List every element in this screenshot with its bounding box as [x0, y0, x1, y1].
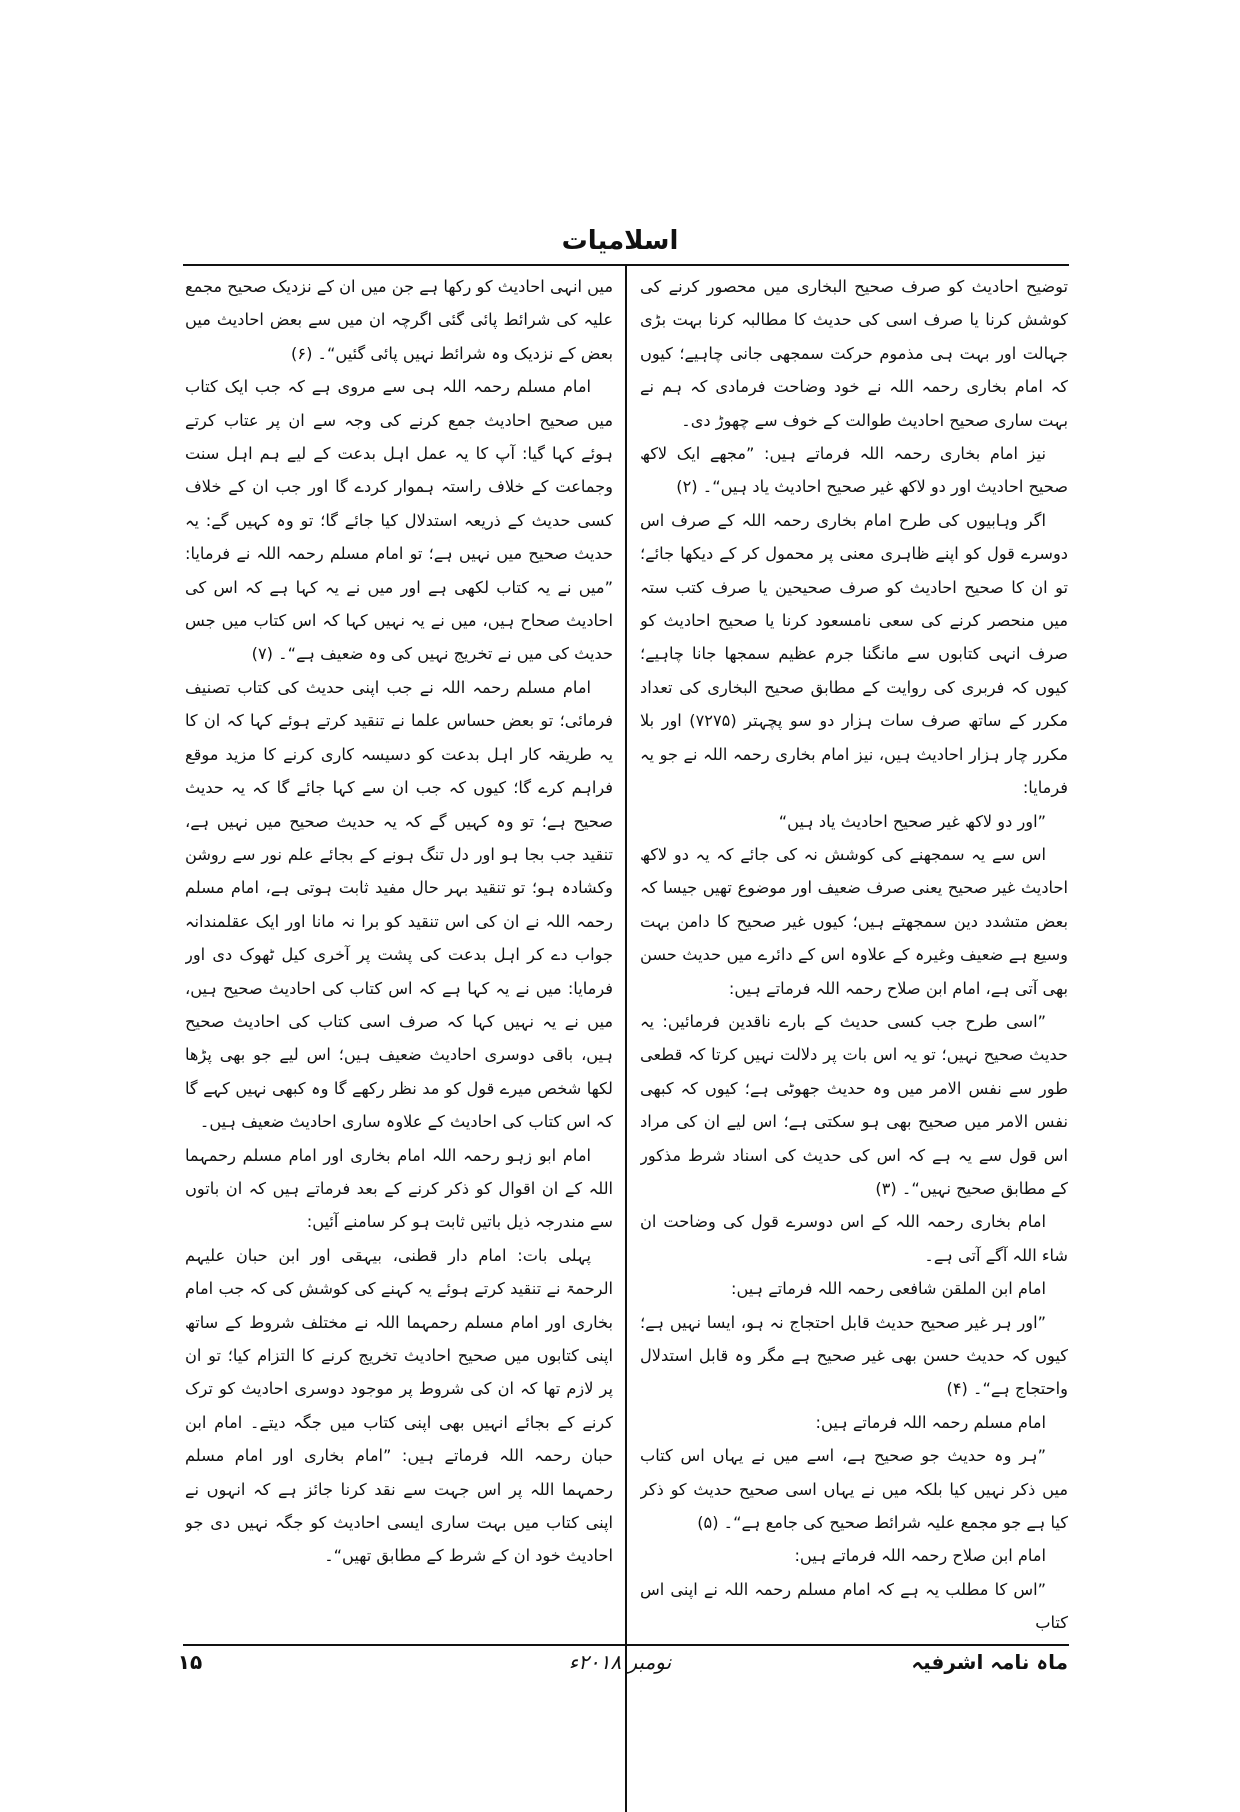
paragraph: اگر وہابیوں کی طرح امام بخاری رحمہ اللہ کے صرف اس دوسرے قول کو اپنے ظاہری معنی پر محمول کر کے دیکھا جائے؛ تو ان کا صحیح احادیث کو صرف صحیحین یا صرف کتب ستہ میں منحصر کرنے کی سعی نامسعود کرنا یا صحیح احادیث کو صرف انہی کتابوں سے مانگنا جرم عظیم سمجھا جانا چاہیے؛ کیوں کہ فربری کی روایت کے مطابق صحیح البخاری کی تعداد مکرر کے ساتھ صرف سات ہزار دو سو پچہتر (۷۲۷۵) اور بلا مکرر چار ہزار احادیث ہیں، نیز امام بخاری رحمہ اللہ نے جو یہ فرمایا: [640, 510, 1068, 798]
section-title: اسلامیات [561, 226, 679, 256]
paragraph: پہلی بات: امام دار قطنی، بیہقی اور ابن حبان علیہم الرحمۃ نے تنقید کرتے ہوئے یہ کہنے کی کوشش کی کہ جب امام بخاری اور امام مسلم رحمہما اللہ نے مختلف شروط کے ساتھ اپنی کتابوں میں صحیح احادیث تخریج کرنے کا التزام کیا؛ تو ان پر لازم تھا کہ ان کی شروط پر موجود دوسری احادیث کو ترک کرنے کے بجائے انہیں بھی اپنی کتاب میں جگہ دیتے۔ امام ابن حبان رحمہ اللہ فرماتے ہیں: ”امام بخاری اور امام مسلم رحمہما اللہ پر اس جہت سے نقد کرنا جائز ہے کہ انہوں نے اپنی کتاب میں بہت ساری ایسی احادیث کو جگہ نہیں دی جو احادیث خود ان کے شرط کے مطابق تھیں“۔ [185, 1245, 613, 1566]
footer-rule [183, 1644, 1069, 1646]
paragraph: اس سے یہ سمجھنے کی کوشش نہ کی جائے کہ یہ دو لاکھ احادیث غیر صحیح یعنی صرف ضعیف اور موضوع تھیں جیسا کہ بعض متشدد دین سمجھتے ہیں؛ کیوں غیر صحیح کا دامن بہت وسیع ہے ضعیف وغیرہ کے علاوہ اس کے دائرے میں حدیث حسن بھی آتی ہے، امام ابن صلاح رحمہ اللہ فرماتے ہیں: [640, 844, 1068, 998]
quote: ”اور دو لاکھ غیر صحیح احادیث یاد ہیں“ [778, 811, 1046, 831]
quote: ”اور ہر غیر صحیح حدیث قابل احتجاج نہ ہو، ایسا نہیں ہے؛ کیوں کہ حدیث حسن بھی غیر صحیح ہے مگر وہ قابل استدلال واحتجاج ہے“۔ (۴) [640, 1312, 1068, 1399]
paragraph: امام مسلم رحمہ اللہ فرماتے ہیں: [815, 1412, 1046, 1432]
magazine-name: ماہ نامہ اشرفیہ [911, 1650, 1068, 1674]
paragraph: امام مسلم رحمہ اللہ ہی سے مروی ہے کہ جب ایک کتاب میں صحیح احادیث جمع کرنے کی وجہ سے ان پر عتاب کرتے ہوئے کہا گیا: آپ کا یہ عمل اہل بدعت کے لیے ہم اہل سنت وجماعت کے خلاف راستہ ہموار کردے گا اور جب ان کے خلاف کسی حدیث کے ذریعہ استدلال کیا جائے گا؛ تو وہ کہیں گے: یہ حدیث صحیح میں نہیں ہے؛ تو امام مسلم رحمہ اللہ نے فرمایا: ”میں نے یہ کتاب لکھی ہے اور میں نے یہ کہا ہے کہ اس کی احادیث صحاح ہیں، میں نے یہ نہیں کہا کہ اس کتاب میں جس حدیث کی میں نے تخریج نہیں کی وہ ضعیف ہے“۔ (۷) [185, 377, 613, 664]
page-number: ۱۵ [177, 1650, 203, 1674]
paragraph: میں انہی احادیث کو رکھا ہے جن میں ان کے نزدیک صحیح مجمع علیہ کی شرائط پائی گئی اگرچہ ان میں سے بعض احادیث میں بعض کے نزدیک وہ شرائط نہیں پائی گئیں“۔ (۶) [185, 277, 613, 363]
column-divider [625, 266, 627, 1812]
paragraph: توضیح احادیث کو صرف صحیح البخاری میں محصور کرنے کی کوشش کرنا یا صرف اسی کی حدیث کا مطالبہ کرنا بہت بڑی جہالت اور بہت ہی مذموم حرکت سمجھی جانی چاہیے؛ کیوں کہ امام بخاری رحمہ اللہ نے خود وضاحت فرمادی کہ ہم نے بہت ساری صحیح احادیث طوالت کے خوف سے چھوڑ دی۔ [640, 277, 1068, 430]
paragraph: امام ابن الملقن شافعی رحمہ اللہ فرماتے ہیں: [730, 1279, 1046, 1299]
quote: ”ہر وہ حدیث جو صحیح ہے، اسے میں نے یہاں اس کتاب میں ذکر نہیں کیا بلکہ میں نے یہاں اسی صحیح حدیث کو ذکر کیا ہے جو مجمع علیہ شرائط صحیح کی جامع ہے“۔ (۵) [640, 1446, 1068, 1533]
paragraph: امام مسلم رحمہ اللہ نے جب اپنی حدیث کی کتاب تصنیف فرمائی؛ تو بعض حساس علما نے تنقید کرتے ہوئے کہا کہ ان کا یہ طریقہ کار اہل بدعت کو دسیسہ کاری کرنے کا مزید موقع فراہم کرے گا؛ کیوں کہ جب ان سے کہا جائے گا کہ یہ حدیث صحیح ہے؛ تو وہ کہیں گے کہ یہ حدیث صحیح میں نہیں ہے، تنقید جب بجا ہو اور دل تنگ ہونے کے بجائے علم نور سے روشن وکشادہ ہو؛ تو تنقید بہر حال مفید ثابت ہوتی ہے، امام مسلم رحمہ اللہ نے ان کی اس تنقید کو برا نہ مانا اور ایک عقلمندانہ جواب دے کر اہل بدعت کی پشت پر آخری کیل ٹھوک دی اور فرمایا: میں نے یہ کہا ہے کہ اس کتاب کی احادیث صحیح ہیں، میں نے یہ نہیں کہا کہ صرف اسی کتاب کی احادیث صحیح ہیں، باقی دوسری احادیث ضعیف ہیں؛ اس لیے جو بھی پڑھا لکھا شخص میرے قول کو مد نظر رکھے گا وہ کبھی نہیں کہے گا کہ اس کتاب کی احادیث کے علاوہ ساری احادیث ضعیف ہیں۔ [185, 677, 613, 1132]
paragraph: نیز امام بخاری رحمہ اللہ فرماتے ہیں: ”مجھے ایک لاکھ صحیح احادیث اور دو لاکھ غیر صحیح احادیث یاد ہیں“۔ (۲) [640, 444, 1068, 497]
left-column [185, 270, 613, 1573]
issue-date: نومبر ۲۰۱۸ء [568, 1650, 672, 1674]
right-column [640, 270, 1068, 1640]
paragraph: امام ابن صلاح رحمہ اللہ فرماتے ہیں: [794, 1546, 1046, 1566]
paragraph: امام ابو زہو رحمہ اللہ امام بخاری اور امام مسلم رحمہما اللہ کے ان اقوال کو ذکر کرنے کے بعد فرماتے ہیں کہ ان باتوں سے مندرجہ ذیل باتیں ثابت ہو کر سامنے آئیں: [185, 1145, 613, 1232]
paragraph: امام بخاری رحمہ اللہ کے اس دوسرے قول کی وضاحت ان شاء اللہ آگے آتی ہے۔ [640, 1212, 1068, 1265]
quote: ”اسی طرح جب کسی حدیث کے بارے ناقدین فرمائیں: یہ حدیث صحیح نہیں؛ تو یہ اس بات پر دلالت نہیں کرتا کہ قطعی طور سے نفس الامر میں وہ حدیث جھوٹی ہے؛ کیوں کہ کبھی نفس الامر میں صحیح بھی ہو سکتی ہے؛ اس لیے ان کی مراد اس قول سے یہ ہے کہ اس کی حدیث کی اسناد شرط مذکور کے مطابق صحیح نہیں“۔ (۳) [640, 1011, 1068, 1198]
quote: ”اس کا مطلب یہ ہے کہ امام مسلم رحمہ اللہ نے اپنی اس کتاب [640, 1579, 1068, 1633]
